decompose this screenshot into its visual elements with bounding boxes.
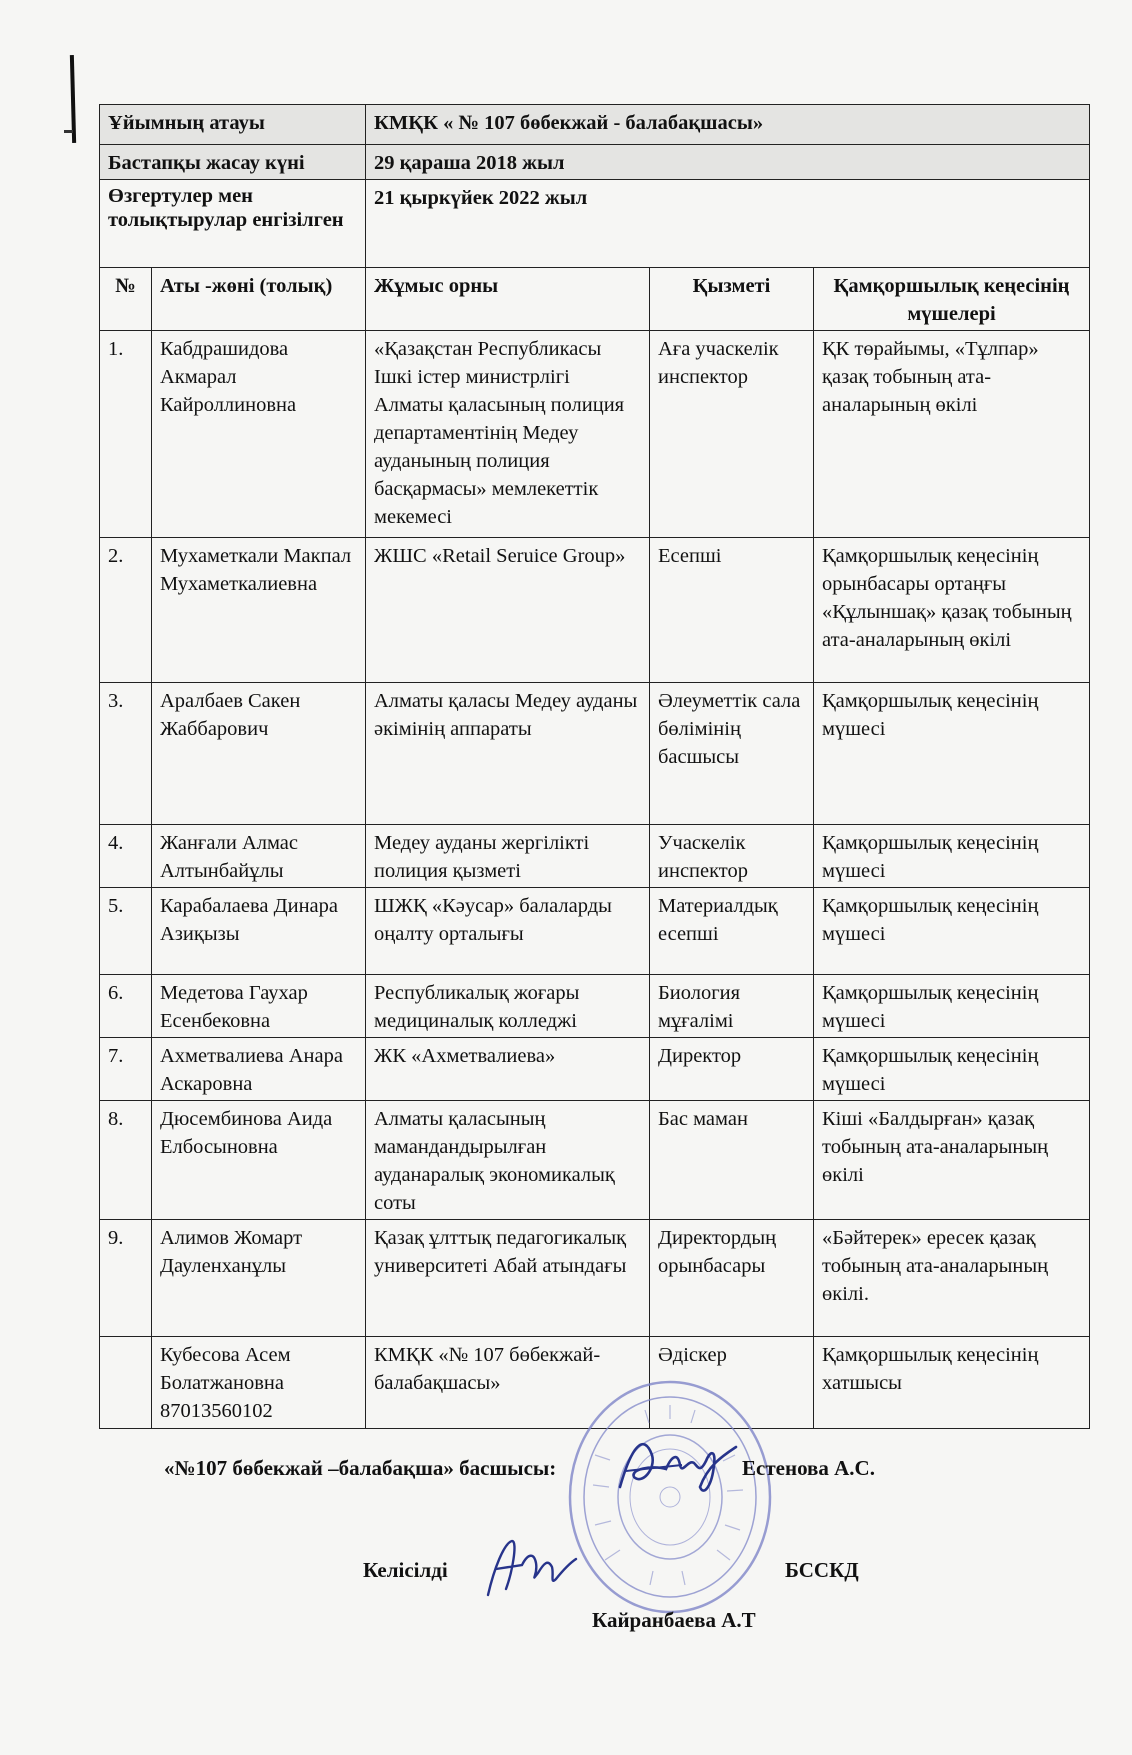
row-name: Кубесова Асем Болатжановна 87013560102 bbox=[152, 1337, 366, 1429]
row-workplace: Алматы қаласының мамандандырылған ауданаралық экономикалық соты bbox=[366, 1101, 650, 1220]
head-signature bbox=[612, 1425, 742, 1505]
table-row bbox=[100, 1220, 1090, 1337]
row-role: Қамқоршылық кеңесінің хатшысы bbox=[814, 1337, 1090, 1429]
row-position: Учаскелік инспектор bbox=[650, 825, 814, 888]
row-position: Аға учаскелік инспектор bbox=[650, 331, 814, 538]
table-row bbox=[100, 683, 1090, 825]
agreed-org: БССКД bbox=[785, 1558, 859, 1582]
council-members-table bbox=[99, 104, 1090, 1429]
row-position: Есепші bbox=[650, 538, 814, 683]
row-workplace: ШЖҚ «Кәусар» балаларды оңалту орталығы bbox=[366, 888, 650, 975]
row-name: Мухаметкали Макпал Мухаметкалиевна bbox=[152, 538, 366, 683]
row-name: Кабдрашидова Акмарал Кайроллиновна bbox=[152, 331, 366, 538]
agreed-name: Кайранбаева А.Т bbox=[592, 1608, 756, 1632]
row-position: Бас маман bbox=[650, 1101, 814, 1220]
row-num: 3. bbox=[100, 683, 152, 825]
table-row bbox=[100, 1101, 1090, 1220]
table-row bbox=[100, 538, 1090, 683]
org-name-value: КМҚК « № 107 бөбекжай - балабақшасы» bbox=[366, 105, 1090, 145]
changes-date-row bbox=[100, 180, 1090, 268]
row-role: Қамқоршылық кеңесінің мүшесі bbox=[814, 888, 1090, 975]
row-position: Директор bbox=[650, 1038, 814, 1101]
row-role: Қамқоршылық кеңесінің мүшесі bbox=[814, 825, 1090, 888]
row-role: Қамқоршылық кеңесінің мүшесі bbox=[814, 1038, 1090, 1101]
row-name: Дюсембинова Аида Елбосыновна bbox=[152, 1101, 366, 1220]
row-position: Әлеуметтік сала бөлімінің басшысы bbox=[650, 683, 814, 825]
row-name: Жанғали Алмас Алтынбайұлы bbox=[152, 825, 366, 888]
row-num: 1. bbox=[100, 331, 152, 538]
col-header-num: № bbox=[100, 268, 152, 331]
agreed-label: Келісілді bbox=[363, 1558, 448, 1582]
head-name: Естенова А.С. bbox=[742, 1456, 875, 1480]
org-name-row bbox=[100, 105, 1090, 145]
changes-date-label: Өзгертулер мен толықтырулар енгізілген bbox=[100, 180, 366, 268]
row-position: Директордың орынбасары bbox=[650, 1220, 814, 1337]
row-position: Материалдық есепші bbox=[650, 888, 814, 975]
column-header-row bbox=[100, 268, 1090, 331]
table-row bbox=[100, 888, 1090, 975]
head-label: «№107 бөбекжай –балабақша» басшысы: bbox=[164, 1456, 557, 1480]
row-workplace: ЖШС «Retail Seruice Group» bbox=[366, 538, 650, 683]
row-num: 5. bbox=[100, 888, 152, 975]
created-date-row bbox=[100, 145, 1090, 180]
row-workplace: КМҚК «№ 107 бөбекжай-балабақшасы» bbox=[366, 1337, 650, 1429]
row-role: Қамқоршылық кеңесінің мүшесі bbox=[814, 975, 1090, 1038]
row-name: Карабалаева Динара Азиқызы bbox=[152, 888, 366, 975]
row-name: Ахметвалиева Анара Аскаровна bbox=[152, 1038, 366, 1101]
row-workplace: ЖК «Ахметвалиева» bbox=[366, 1038, 650, 1101]
created-date-label: Бастапқы жасау күні bbox=[100, 145, 366, 180]
row-workplace: «Қазақстан Республикасы Ішкі істер министрлігі Алматы қаласының полиция департаментінің Медеу ауданының полиция басқармасы» мемлекеттік мекемесі bbox=[366, 331, 650, 538]
row-position: Биология мұғалімі bbox=[650, 975, 814, 1038]
row-role: ҚК төрайымы, «Тұлпар» қазақ тобының ата-аналарының өкілі bbox=[814, 331, 1090, 538]
row-workplace: Республикалық жоғары медициналық колледжі bbox=[366, 975, 650, 1038]
table-row bbox=[100, 975, 1090, 1038]
table-row bbox=[100, 825, 1090, 888]
row-workplace: Медеу ауданы жергілікті полиция қызметі bbox=[366, 825, 650, 888]
table-row bbox=[100, 331, 1090, 538]
row-workplace: Алматы қаласы Медеу ауданы әкімінің аппараты bbox=[366, 683, 650, 825]
col-header-role: Қамқоршылық кеңесінің мүшелері bbox=[814, 268, 1090, 331]
row-num: 2. bbox=[100, 538, 152, 683]
created-date-value: 29 қараша 2018 жыл bbox=[366, 145, 1090, 180]
row-role: «Бәйтерек» ересек қазақ тобының ата-аналарының өкілі. bbox=[814, 1220, 1090, 1337]
row-role: Қамқоршылық кеңесінің орынбасары ортаңғы «Құлыншақ» қазақ тобының ата-аналарының өкілі bbox=[814, 538, 1090, 683]
row-num: 4. bbox=[100, 825, 152, 888]
row-num bbox=[100, 1337, 152, 1429]
row-name: Медетова Гаухар Есенбековна bbox=[152, 975, 366, 1038]
row-role: Кіші «Балдырған» қазақ тобының ата-аналарының өкілі bbox=[814, 1101, 1090, 1220]
row-num: 7. bbox=[100, 1038, 152, 1101]
col-header-name: Аты -жөні (толық) bbox=[152, 268, 366, 331]
row-num: 9. bbox=[100, 1220, 152, 1337]
table-row bbox=[100, 1038, 1090, 1101]
agreed-signature bbox=[482, 1533, 582, 1603]
row-num: 8. bbox=[100, 1101, 152, 1220]
row-name: Аралбаев Сакен Жаббарович bbox=[152, 683, 366, 825]
changes-date-value: 21 қыркүйек 2022 жыл bbox=[366, 180, 1090, 268]
row-role: Қамқоршылық кеңесінің мүшесі bbox=[814, 683, 1090, 825]
row-workplace: Қазақ ұлттық педагогикалық университеті Абай атындағы bbox=[366, 1220, 650, 1337]
col-header-position: Қызметі bbox=[650, 268, 814, 331]
row-num: 6. bbox=[100, 975, 152, 1038]
row-name: Алимов Жомарт Дауленханұлы bbox=[152, 1220, 366, 1337]
scan-dot bbox=[64, 130, 73, 133]
org-name-label: Ұйымның атауы bbox=[100, 105, 366, 145]
row-position: Әдіскер bbox=[650, 1337, 814, 1429]
col-header-workplace: Жұмыс орны bbox=[366, 268, 650, 331]
